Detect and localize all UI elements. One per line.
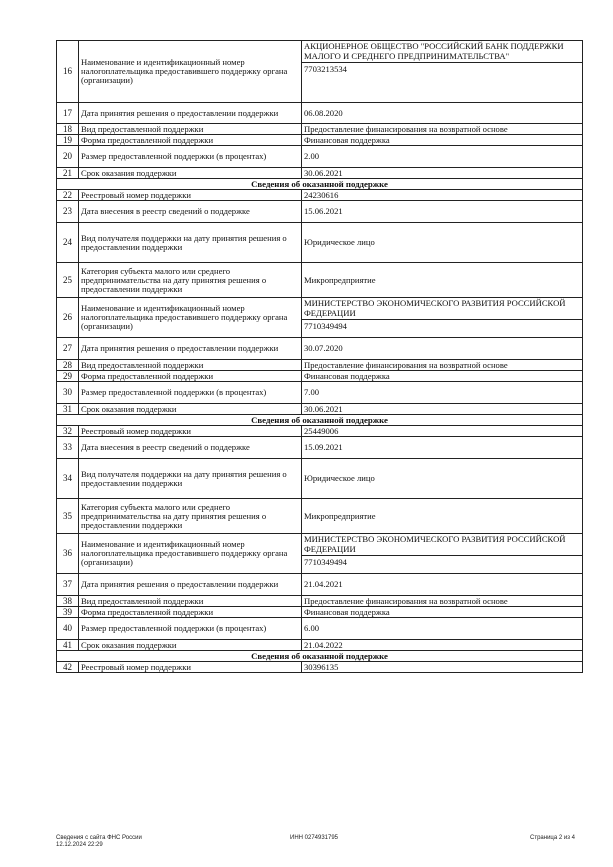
footer-source-text: Сведения с сайта ФНС России bbox=[56, 835, 142, 841]
field-label: Дата принятия решения о предоставлении поддержки bbox=[79, 103, 302, 124]
field-value: Микропредприятие bbox=[302, 263, 583, 298]
row-number: 38 bbox=[57, 596, 79, 607]
table-row bbox=[57, 124, 583, 135]
table-row bbox=[57, 640, 583, 651]
row-number: 21 bbox=[57, 168, 79, 179]
section-title: Сведения об оказанной поддержке bbox=[57, 415, 583, 426]
organization-inn: 7710349494 bbox=[304, 321, 347, 331]
field-label: Срок оказания поддержки bbox=[79, 640, 302, 651]
table-row bbox=[57, 618, 583, 640]
field-label: Наименование и идентификационный номер налогоплательщика предоставившего поддержку органа (организации) bbox=[79, 41, 302, 103]
field-label: Размер предоставленной поддержки (в процентах) bbox=[79, 146, 302, 168]
field-value: Юридическое лицо bbox=[302, 223, 583, 263]
row-number: 36 bbox=[57, 534, 79, 574]
section-header-row bbox=[57, 179, 583, 190]
row-number: 22 bbox=[57, 190, 79, 201]
field-label: Наименование и идентификационный номер налогоплательщика предоставившего поддержку органа (организации) bbox=[79, 534, 302, 574]
field-value: 7.00 bbox=[302, 382, 583, 404]
row-number: 19 bbox=[57, 135, 79, 146]
table-row bbox=[57, 168, 583, 179]
table-row bbox=[57, 103, 583, 124]
field-label: Вид предоставленной поддержки bbox=[79, 124, 302, 135]
field-label: Срок оказания поддержки bbox=[79, 168, 302, 179]
field-value: Финансовая поддержка bbox=[302, 371, 583, 382]
field-label: Срок оказания поддержки bbox=[79, 404, 302, 415]
row-number: 27 bbox=[57, 338, 79, 360]
footer-source bbox=[56, 835, 142, 849]
section-header-row bbox=[57, 651, 583, 662]
field-value: 30.06.2021 bbox=[302, 404, 583, 415]
field-value: 21.04.2022 bbox=[302, 640, 583, 651]
footer-inn: ИНН 0274931795 bbox=[290, 835, 339, 841]
field-value bbox=[302, 534, 583, 574]
field-label: Размер предоставленной поддержки (в процентах) bbox=[79, 618, 302, 640]
table-row bbox=[57, 338, 583, 360]
table-row bbox=[57, 534, 583, 574]
table-row bbox=[57, 223, 583, 263]
row-number: 17 bbox=[57, 103, 79, 124]
field-label: Форма предоставленной поддержки bbox=[79, 135, 302, 146]
field-value: 21.04.2021 bbox=[302, 574, 583, 596]
field-label: Дата внесения в реестр сведений о поддержке bbox=[79, 437, 302, 459]
row-number: 24 bbox=[57, 223, 79, 263]
row-number: 18 bbox=[57, 124, 79, 135]
table-row bbox=[57, 360, 583, 371]
footer-datetime: 12.12.2024 22:29 bbox=[56, 842, 103, 848]
field-label: Дата внесения в реестр сведений о поддержке bbox=[79, 201, 302, 223]
field-value: 2.00 bbox=[302, 146, 583, 168]
row-number: 31 bbox=[57, 404, 79, 415]
field-value: 30.07.2020 bbox=[302, 338, 583, 360]
row-number: 40 bbox=[57, 618, 79, 640]
field-label: Категория субъекта малого или среднего предпринимательства на дату принятия решения о предоставлении поддержки bbox=[79, 499, 302, 534]
field-value: Предоставление финансирования на возвратной основе bbox=[302, 596, 583, 607]
table-row bbox=[57, 41, 583, 103]
row-number: 26 bbox=[57, 298, 79, 338]
table-row bbox=[57, 607, 583, 618]
row-number: 30 bbox=[57, 382, 79, 404]
row-number: 29 bbox=[57, 371, 79, 382]
table-row bbox=[57, 190, 583, 201]
field-value: 30396135 bbox=[302, 662, 583, 673]
field-value: 15.06.2021 bbox=[302, 201, 583, 223]
field-value bbox=[302, 298, 583, 338]
field-label: Вид предоставленной поддержки bbox=[79, 596, 302, 607]
row-number: 34 bbox=[57, 459, 79, 499]
row-number: 33 bbox=[57, 437, 79, 459]
field-value: 06.08.2020 bbox=[302, 103, 583, 124]
table-row bbox=[57, 574, 583, 596]
support-details-table bbox=[56, 40, 582, 673]
row-number: 41 bbox=[57, 640, 79, 651]
table-row bbox=[57, 596, 583, 607]
organization-name: МИНИСТЕРСТВО ЭКОНОМИЧЕСКОГО РАЗВИТИЯ РОССИЙСКОЙ ФЕДЕРАЦИИ bbox=[302, 299, 582, 320]
field-label: Вид получателя поддержки на дату принятия решения о предоставлении поддержки bbox=[79, 459, 302, 499]
table-row bbox=[57, 135, 583, 146]
row-number: 28 bbox=[57, 360, 79, 371]
table-row bbox=[57, 201, 583, 223]
table-row bbox=[57, 404, 583, 415]
field-label: Реестровый номер поддержки bbox=[79, 190, 302, 201]
field-value: 15.09.2021 bbox=[302, 437, 583, 459]
table-row bbox=[57, 298, 583, 338]
field-label: Дата принятия решения о предоставлении поддержки bbox=[79, 574, 302, 596]
row-number: 20 bbox=[57, 146, 79, 168]
row-number: 23 bbox=[57, 201, 79, 223]
field-label: Реестровый номер поддержки bbox=[79, 662, 302, 673]
section-title: Сведения об оказанной поддержке bbox=[57, 179, 583, 190]
field-label: Форма предоставленной поддержки bbox=[79, 607, 302, 618]
table-row bbox=[57, 371, 583, 382]
organization-inn: 7710349494 bbox=[304, 557, 347, 567]
row-number: 42 bbox=[57, 662, 79, 673]
table-row bbox=[57, 499, 583, 534]
row-number: 37 bbox=[57, 574, 79, 596]
table-row bbox=[57, 263, 583, 298]
table-row bbox=[57, 146, 583, 168]
field-value: 30.06.2021 bbox=[302, 168, 583, 179]
row-number: 39 bbox=[57, 607, 79, 618]
table-body bbox=[57, 41, 583, 673]
field-label: Реестровый номер поддержки bbox=[79, 426, 302, 437]
table-row bbox=[57, 459, 583, 499]
field-value: 25449006 bbox=[302, 426, 583, 437]
field-value: Микропредприятие bbox=[302, 499, 583, 534]
field-label: Наименование и идентификационный номер налогоплательщика предоставившего поддержку органа (организации) bbox=[79, 298, 302, 338]
table-row bbox=[57, 382, 583, 404]
row-number: 32 bbox=[57, 426, 79, 437]
field-value: Финансовая поддержка bbox=[302, 607, 583, 618]
row-number: 16 bbox=[57, 41, 79, 103]
field-value: Финансовая поддержка bbox=[302, 135, 583, 146]
field-value: 24230616 bbox=[302, 190, 583, 201]
field-value: Юридическое лицо bbox=[302, 459, 583, 499]
field-value: Предоставление финансирования на возвратной основе bbox=[302, 124, 583, 135]
row-number: 35 bbox=[57, 499, 79, 534]
organization-name: АКЦИОНЕРНОЕ ОБЩЕСТВО "РОССИЙСКИЙ БАНК ПОДДЕРЖКИ МАЛОГО И СРЕДНЕГО ПРЕДПРИНИМАТЕЛЬСТВА" bbox=[302, 42, 582, 63]
section-title: Сведения об оказанной поддержке bbox=[57, 651, 583, 662]
field-label: Дата принятия решения о предоставлении поддержки bbox=[79, 338, 302, 360]
table-row bbox=[57, 437, 583, 459]
table-row bbox=[57, 426, 583, 437]
field-label: Вид получателя поддержки на дату принятия решения о предоставлении поддержки bbox=[79, 223, 302, 263]
field-label: Вид предоставленной поддержки bbox=[79, 360, 302, 371]
field-label: Категория субъекта малого или среднего предпринимательства на дату принятия решения о предоставлении поддержки bbox=[79, 263, 302, 298]
field-value: Предоставление финансирования на возвратной основе bbox=[302, 360, 583, 371]
field-value bbox=[302, 41, 583, 103]
field-value: 6.00 bbox=[302, 618, 583, 640]
field-label: Форма предоставленной поддержки bbox=[79, 371, 302, 382]
section-header-row bbox=[57, 415, 583, 426]
organization-inn: 7703213534 bbox=[304, 64, 347, 74]
field-label: Размер предоставленной поддержки (в процентах) bbox=[79, 382, 302, 404]
table-row bbox=[57, 662, 583, 673]
footer-page-number: Страница 2 из 4 bbox=[530, 835, 575, 841]
row-number: 25 bbox=[57, 263, 79, 298]
organization-name: МИНИСТЕРСТВО ЭКОНОМИЧЕСКОГО РАЗВИТИЯ РОССИЙСКОЙ ФЕДЕРАЦИИ bbox=[302, 535, 582, 556]
